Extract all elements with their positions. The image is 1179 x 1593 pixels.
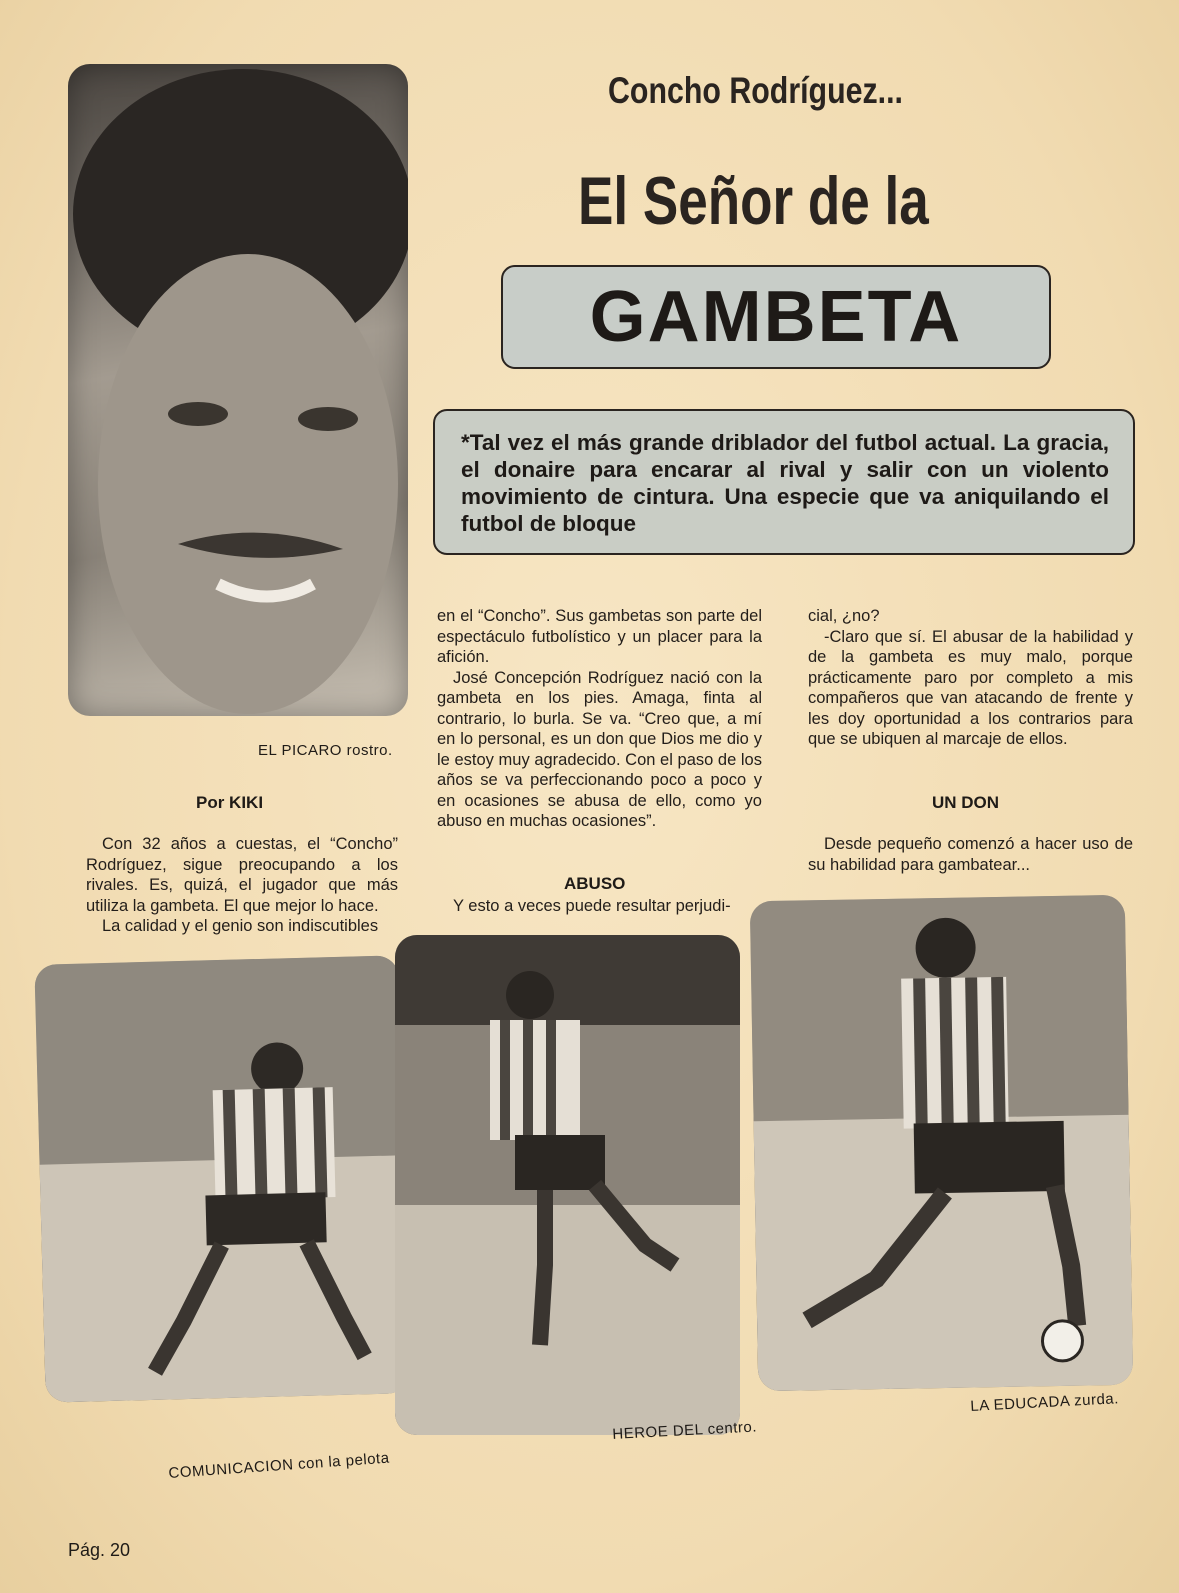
photo-2-caption: HEROE DEL centro. bbox=[612, 1418, 758, 1443]
column-2-paragraph-2: José Concepción Rodríguez nació con la gambeta en los pies. Amaga, finta al contrario, lo burla. Se va. “Creo que, a mí en lo personal, es un don que Dios me dio y le estoy muy agradecido. Con el paso de los años se va perfeccionando poco a poco y en ocasiones se abusa de ello, como yo abuso en muchas ocasiones”. bbox=[437, 668, 762, 830]
action-photo-1 bbox=[34, 955, 409, 1402]
column-3-paragraph-3: Desde pequeño comenzó a hacer uso de su habilidad para gambatear... bbox=[808, 835, 1133, 874]
column-1 bbox=[86, 834, 398, 937]
subhead-un-don: UN DON bbox=[932, 793, 1000, 812]
photo-1-caption: COMUNICACION con la pelota bbox=[168, 1449, 391, 1482]
column-1-paragraph-2: La calidad y el genio son indiscutibles bbox=[102, 917, 379, 935]
byline: Por KIKI bbox=[196, 793, 264, 812]
page-number: Pág. 20 bbox=[68, 1540, 131, 1560]
column-2-end bbox=[437, 896, 762, 917]
deck-box bbox=[433, 409, 1135, 555]
action-photo-2 bbox=[395, 935, 740, 1435]
column-1-paragraph: Con 32 años a cuestas, el “Concho” Rodríguez, sigue preocupando a los rivales. Es, quizá, el jugador que más utiliza la gambeta. El que mejor lo hace. bbox=[86, 835, 398, 915]
portrait-photo bbox=[68, 64, 408, 716]
column-3-paragraph-2: -Claro que sí. El abusar de la habilidad y de la gambeta es muy malo, porque prácticamente paro por completo a mis compañeros que van atacando de frente y les doy oportunidad a los contrarios para que se ubiquen al marcaje de ellos. bbox=[808, 627, 1133, 748]
subhead-abuso: ABUSO bbox=[564, 874, 626, 893]
column-3 bbox=[808, 606, 1133, 750]
title-text: GAMBETA bbox=[589, 277, 963, 357]
headline: El Señor de la bbox=[578, 163, 929, 239]
column-2 bbox=[437, 606, 762, 832]
deck-text: *Tal vez el más grande driblador del futbol actual. La gracia, el donaire para encarar al rival y salir con un violento movimiento de cintura. Una especie que va aniquilando el futbol de bloque bbox=[461, 430, 1109, 536]
kicker-title: Concho Rodríguez... bbox=[608, 70, 903, 111]
column-2-paragraph-1: en el “Concho”. Sus gambetas son parte del espectáculo futbolístico y un placer para la afición. bbox=[437, 607, 762, 666]
column-2-paragraph-3: Y esto a veces puede resultar perjudi- bbox=[453, 897, 731, 915]
column-3-paragraph-1: cial, ¿no? bbox=[808, 607, 880, 625]
title-box bbox=[501, 265, 1051, 369]
action-photo-3 bbox=[750, 895, 1133, 1391]
photo-3-caption: LA EDUCADA zurda. bbox=[970, 1390, 1120, 1415]
column-3-end bbox=[808, 834, 1133, 875]
portrait-caption: EL PICARO rostro. bbox=[258, 742, 393, 759]
